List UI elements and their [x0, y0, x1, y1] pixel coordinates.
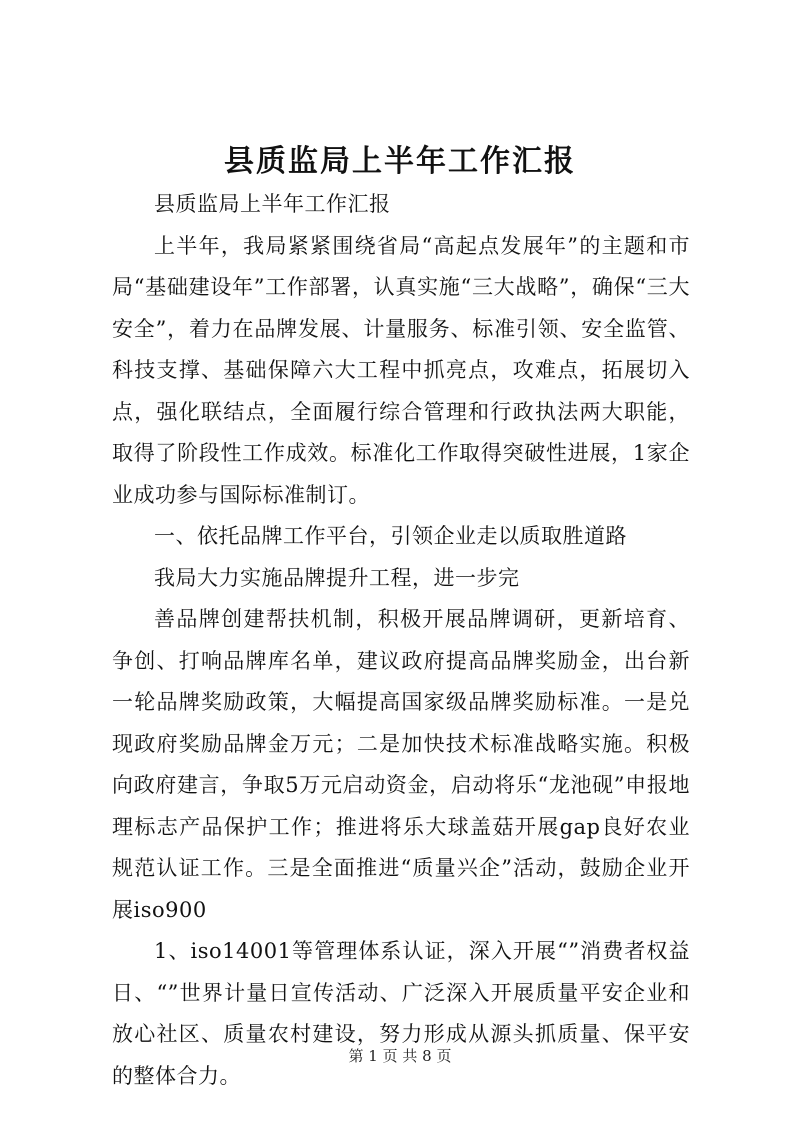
document-body: [112, 184, 690, 1097]
paragraph-summary: 上半年，我局紧紧围绕省局“高起点发展年”的主题和市局“基础建设年”工作部署，认真实施“三大战略”，确保“三大安全”，着力在品牌发展、计量服务、标准引领、安全监管、科技支撑、基础保障六大工程中抓亮点，攻难点，拓展切入点，强化联结点，全面履行综合管理和行政执法两大职能，取得了阶段性工作成效。标准化工作取得突破性进展，1家企业成功参与国际标准制订。: [112, 233, 690, 507]
paragraph-heading-repeat: 县质监局上半年工作汇报: [154, 192, 391, 216]
page-footer: 第 1 页 共 8 页: [348, 1047, 452, 1065]
document-title: 县质监局上半年工作汇报: [224, 144, 576, 179]
paragraph-brand-intro: 我局大力实施品牌提升工程，进一步完: [154, 565, 520, 590]
paragraph-brand-detail: 善品牌创建帮扶机制，积极开展品牌调研，更新培育、争创、打响品牌库名单，建议政府提高品牌奖励金，出台新一轮品牌奖励政策，大幅提高国家级品牌奖励标准。一是兑现政府奖励品牌金万元；二是加快技术标准战略实施。积极向政府建言，争取5万元启动资金，启动将乐“龙池砚”申报地理标志产品保护工作；推进将乐大球盖菇开展gap良好农业规范认证工作。三是全面推进“质量兴企”活动，鼓励企业开展iso900: [112, 607, 690, 922]
section-heading-1: 一、依托品牌工作平台，引领企业走以质取胜道路: [154, 524, 627, 548]
paragraph-certification: 1、iso14001等管理体系认证，深入开展“”消费者权益日、“”世界计量日宣传活动、广泛深入开展质量平安企业和放心社区、质量农村建设，努力形成从源头抓质量、保平安的整体合力。: [112, 939, 690, 1088]
